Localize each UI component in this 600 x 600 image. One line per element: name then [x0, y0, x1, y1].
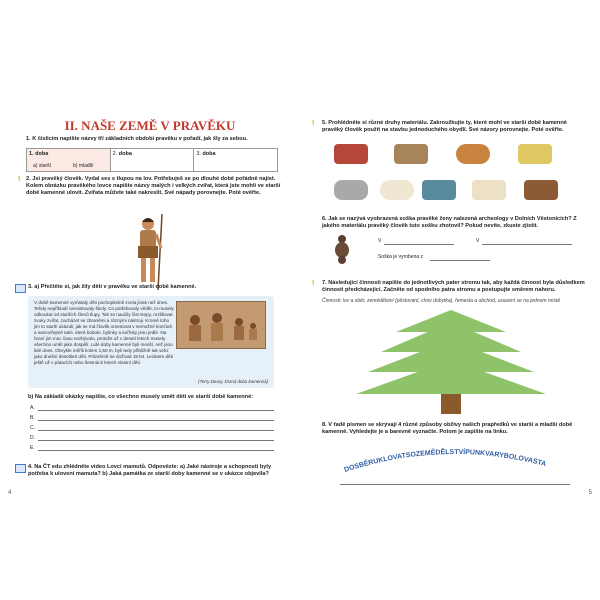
glass-bottles-image[interactable]: [422, 180, 456, 200]
exclamation-icon: !: [312, 120, 315, 127]
question-2: 2. Jsi pravěký člověk. Vydal ses s tlupou na lov. Potřebuješ se po dlouhé době pořádně najíst. Kolem obrázku pravěkého lovce napište názvy malých i velkých zvířat, která jste mohli ve starší době kamenné ulovit. Zvířata můžete také nakreslit. Své nápady porovnejte. Poté ověřte.: [26, 176, 281, 196]
letter-row-arc: [340, 442, 570, 476]
exclamation-icon: !: [18, 176, 21, 183]
video-icon: [15, 464, 26, 473]
answer-line-b[interactable]: [38, 420, 274, 421]
answer-label-v1: V: [378, 238, 382, 244]
exclamation-icon: !: [312, 280, 315, 287]
eras-table: [26, 148, 278, 172]
paper-image[interactable]: [472, 180, 506, 200]
answer-label-c: C.: [30, 425, 35, 431]
chapter-title: II. NAŠE ZEMĚ V PRAVĚKU: [64, 118, 236, 133]
activities-list: Činnosti: lov a sběr, zemědělství (pěstování, chov dobytka), řemesla a obchod, usazení se na jednom místě: [322, 298, 561, 304]
question-8: 8. V řadě písmen se skrývají 4 různé způsoby obživy našich prapředků ve starší a mladší době kamenné. Vyhledejte je a barevně vyznačte. Potom je zapište na linku.: [322, 422, 573, 435]
answer-label-b: B.: [30, 415, 35, 421]
question-1: 1. K číslicím napište názvy tří základních období pravěku v pořadí, jak šly za sebou.: [26, 136, 248, 142]
branches-image[interactable]: [524, 180, 558, 200]
question-4: 4. Na ČT edu zhlédněte video Lovci mamutů. Odpovězte: a) Jaké nástroje a schopnosti byly potřeba k ulovení mamuta? b) Jaká památka ze starší doby kamenné se v ukázce objevila?: [28, 464, 272, 477]
page-number-right: 5: [588, 490, 592, 496]
letter-row: DOSBĚRUKLOVATSOZEMĚDĚLSTVÍPUNKVARYBOLOVASTA: [343, 448, 547, 474]
answer-line-name[interactable]: [384, 244, 454, 245]
question-5: 5. Prohlédněte si různé druhy materiálu. Zakroužkujte ty, které mohl ve starší době kamenné pravěký člověk použít na stavbu jednoduchého obydlí. Své názory porovnejte. Poté ověřte.: [322, 120, 567, 133]
stones-image[interactable]: [334, 180, 368, 200]
tree-diagram: [356, 310, 546, 414]
citation: (Terry Deary, Drzná doba kamenná): [198, 379, 268, 384]
answer-line-e[interactable]: [38, 450, 274, 451]
bricks-image[interactable]: [334, 144, 368, 164]
caveman-illustration: [128, 212, 172, 292]
question-3b: b) Na základě ukázky napište, co všechno musely umět děti ve starší době kamenné:: [28, 394, 254, 400]
answer-label-e: E.: [30, 445, 35, 451]
answer-line-place[interactable]: [482, 244, 572, 245]
answer-label-v2: V: [476, 238, 480, 244]
era-cell-1[interactable]: 1. doba a) starší b) mladší: [27, 149, 111, 172]
answer-line-q8[interactable]: [340, 484, 570, 485]
answer-line-c[interactable]: [38, 430, 274, 431]
era-cell-2[interactable]: 2. doba: [110, 149, 194, 172]
book-icon: [15, 284, 26, 293]
bones-image[interactable]: [380, 180, 414, 200]
answer-label-a: A.: [30, 405, 35, 411]
answer-line-a[interactable]: [38, 410, 274, 411]
reading-text-box: [28, 296, 274, 388]
page-number-left: 4: [8, 490, 12, 496]
animal-hide-image[interactable]: [456, 144, 490, 164]
question-3a: 3. a) Přečtěte si, jak žily děti v pravěku ve starší době kamenné.: [28, 284, 197, 290]
left-page: [0, 92, 301, 504]
answer-line-material[interactable]: [430, 260, 490, 261]
question-7: 7. Následující činnosti napište do jednotlivých pater stromu tak, aby každá činnost byla důsledkem činnosti předcházející. Začněte od spodního patra stromu a postupujte směrem nahoru.: [322, 280, 585, 293]
question-6: 6. Jak se nazývá vyobrazená soška pravěké ženy nalezená archeology v Dolních Věstonicích? Z jakého materiálu pravěký člověk tuto sošku zhotovil? Pokud nevíte, zkuste zjistit.: [322, 216, 577, 229]
era-cell-3[interactable]: 3. doba: [194, 149, 278, 172]
wood-logs-image[interactable]: [394, 144, 428, 164]
material-label: Soška je vyrobena z: [378, 254, 424, 260]
right-page: [300, 92, 600, 504]
textbook-spread: [0, 92, 600, 504]
straw-image[interactable]: [518, 144, 552, 164]
answer-label-d: D.: [30, 435, 35, 441]
prehistoric-family-illustration: [176, 301, 266, 349]
answer-line-d[interactable]: [38, 440, 274, 441]
reading-text: V době kamenné vyrůstaly děti pochopitelně zcela jinak než dnes. Tehdy nepříkladí neexistovaly školy. Co potřebovaly vědět, to musely odkoukat od starších členů tlupy. Tak se naučily čist stopy, rozlišovat zvuky zvířat, zacházet se zbraněmi a různými nástroji. Kromě toho jim to starší ukázali, jak se má člověk orientovat v nemožné končině, a samozřejmě také, které bobule, bylinky a kořínky jsou jedlé. Na hraní jim moc času nezbývalo, protože už v desetí letech musely všechno umět jako dospělí. Lidé doby kamenné byli menší, než jsou lidé dnes. Obvykle měřili kolem 1,50 m, byli tedy přibližně tak velcí jako dnešní desetiletí děti. Průměrně se dožívali 18 let. Lecktere děti ještě už v pátacích nebo šestnácti letech vlastní děti.: [34, 300, 174, 365]
venus-figurine-image: [334, 234, 350, 264]
